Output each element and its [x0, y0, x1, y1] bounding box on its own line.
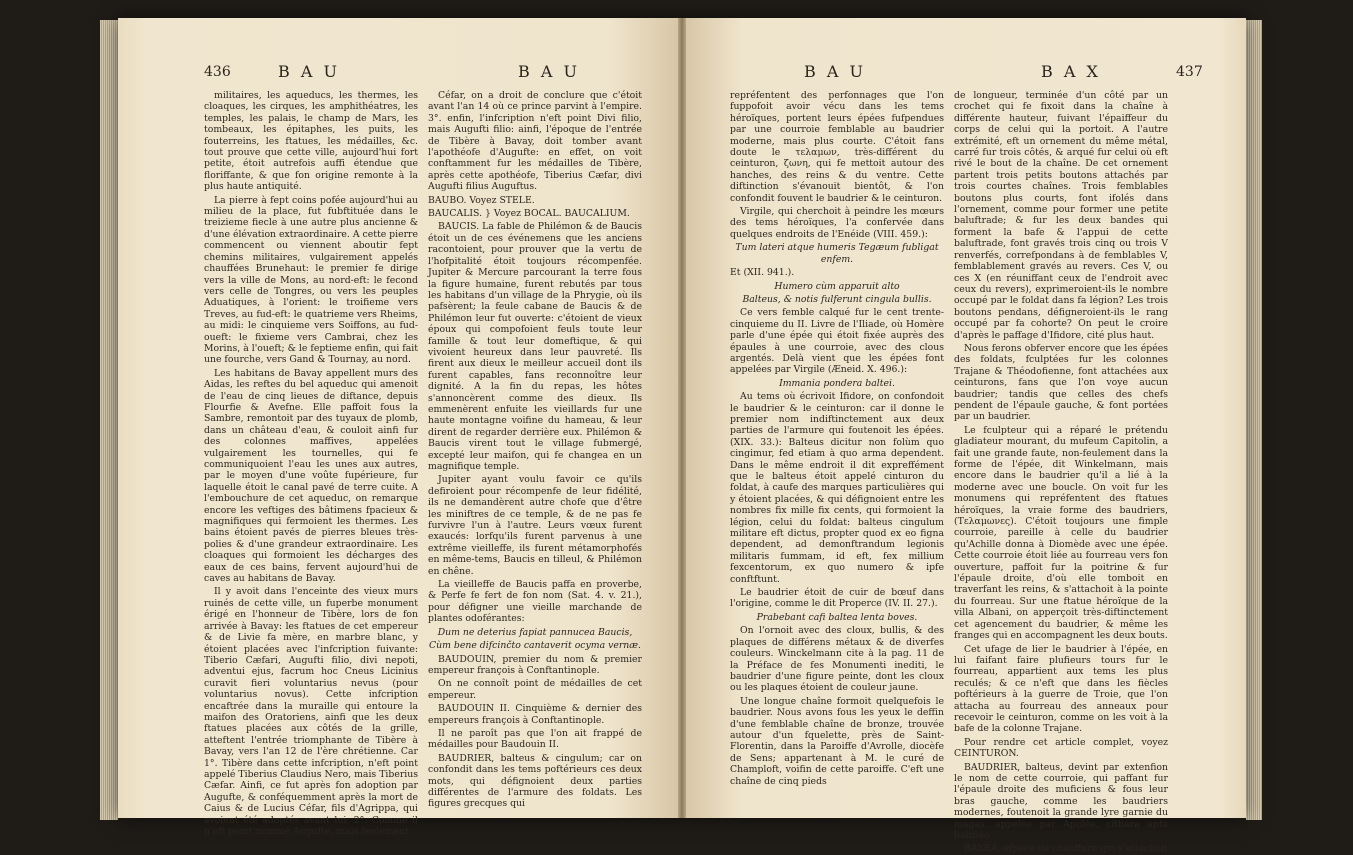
paragraph: Les habitans de Bavay appellent murs des Aidas, les reftes du bel aqueduc qui amenoit de l'eau de cinq lieues de diftance, depuis Flourfie & Avefne. Elle paffoit fous la Sambre, remontoit par des tuyaux de plomb, dans un château d'eau, & couloit ainfi fur des colonnes maffives, appelées vulgairement les tournelles, qui fe communiquoient l'eau les unes aux autres, par le moyen d'une voûte fupérieure, fur laquelle étoit le canal pavé de terre cuite. A l'embouchure de cet aqueduc, on remarque encore les veftiges des bâtimens fpacieux & magnifiques qui fermoient les thermes. Les bains étoient pavés de pierres bleues très-polies & d'une grandeur extraordinaire. Les cloaques qui formoient les décharges des eaux de ces bains, fervent aujourd'hui de caves au habitans de Bavay. — [204, 367, 418, 585]
book-edge-right — [1246, 20, 1262, 820]
running-header-left-col2: B A U — [518, 62, 580, 81]
left-page — [118, 18, 678, 837]
paragraph: Il ne paroît pas que l'on ait frappé de médailles pour Baudouin II. — [428, 727, 642, 751]
right-page — [686, 18, 1246, 855]
entry-baudrier-ii: BAUDRIER, balteus, devint par extenfion le nom de cette courroie, qui paffant fur l'épaule droite des muficiens & fous leur bras gauche, comme les baudriers modernes, foutenoit la grande lyre garnie du magas, appelée par Apulée, cithara apta baltheo. — [954, 761, 1168, 841]
book-edge-left — [100, 20, 118, 820]
running-header-left: B A U — [278, 62, 340, 81]
paragraph: Le baudrier étoit de cuir de bœuf dans l'origine, comme le dit Properce (IV. II. 27.). — [730, 587, 944, 610]
entry-baucis: BAUCIS. La fable de Philémon & de Baucis étoit un de ces événemens que les anciens racontoient, pour prouver que la vertu de l'hofpitalité étoit toujours récompenfée. Jupiter & Mercure parcourant la terre fous la figure humaine, furent rebutés par tous les habitans d'un village de la Phrygie, où ils pafsèrent; la feule cabane de Baucis & de Philémon leur fut ouverte: c'étoient de vieux époux qui compofoient feuls toute leur famille & tout leur domeftique, & qui vivoient heureux dans leur pauvreté. Ils firent aux dieux le meilleur accueil dont ils furent capables, fans reconnoître leur dignité. A la fin du repas, les hôtes s'annoncèrent comme des dieux. Ils emmenèrent enfuite les vieillards fur une haute montagne voifine du hameau, & leur dirent de regarder derrière eux. Philémon & Baucis virent tout le village fubmergé, excepté leur maifon, qui fe changea en un magnifique temple. — [428, 221, 642, 472]
running-header-right-col2: B A X — [1041, 62, 1101, 81]
entry-baucalis: BAUCALIS. } Voyez BOCAL. BAUCALIUM. — [428, 208, 630, 220]
entry-baudrier: BAUDRIER, balteus & cingulum; car on confondit dans les tems poftérieurs ces deux mots, qui défignoient deux parties différentes de l'armure des foldats. Les figures grecques qui — [428, 752, 642, 810]
paragraph: Virgile, qui cherchoit à peindre les mœurs des tems héroïques, l'a confervée dans quelques endroits de l'Enéide (VIII. 459.): — [730, 206, 944, 240]
book-gutter — [678, 18, 686, 818]
paragraph: On l'ornoit avec des cloux, bullis, & des plaques de différens métaux & de diverfes couleurs. Winckelmann cite à la pag. 11 de la Préface de fes Monumenti inediti, le baudrier d'une figure peinte, dont les cloux ou les plaques étoient de couleur jaune. — [730, 625, 944, 694]
verse-line: Prabebant cafi baltea lenta boves. — [756, 611, 918, 623]
paragraph: repréfentent des perfonnages que l'on fuppofoit avoir vécu dans les tems héroïques, portent leurs épées fufpendues par une courroie femblable au baudrier moderne, mais plus courte. C'étoit fans doute le τελαμων, très-différent du ceinturon, ζωνη, qui fe mettoit autour des hanches, des reins & du ventre. Cette diftinction s'évanouit bientôt, & l'on confondit fouvent le baudrier & le ceinturon. — [730, 90, 944, 204]
right-column-2 — [954, 90, 1168, 855]
paragraph: Le fculpteur qui a réparé le prétendu gladiateur mourant, du mufeum Capitolin, a fait une grande faute, non-feulement dans la forme de l'épée, dit Winkelmann, mais encore dans le baudrier qu'il a lié à la moderne avec une boucle. On voit fur les monumens qui repréfentent des ftatues héroïques, la vraie forme des baudriers, (Τελαμωνες). C'étoit toujours une fimple courroie, pareille à celle du baudrier qu'Achille donna à Diomède avec une épée. Cette courroie étoit liée au fourreau vers fon ouverture, paffoit fur la poitrine & fur l'épaule droite, d'où elle tomboit en traverfant les reins, & s'attachoit à la pointe du fourreau. Sur une ftatue héroïque de la villa Albani, on apperçoit très-diftinctement cet agencement du baudrier, & même les franges qui en accompagnent les deux bouts. — [954, 424, 1168, 642]
verse-line: Cùm bene difcinčto cantaverit ocyma vernæ. — [429, 640, 641, 652]
paragraph: On ne connoît point de médailles de cet empereur. — [428, 678, 642, 701]
paragraph: Une longue chaîne formoit quelquefois le baudrier. Nous avons fous les yeux le deffin d'une femblable chaîne de bronze, trouvée autour d'un fquelette, près de Saint-Florentin, dans la Paroiffe d'Avrolle, diocèfe de Sens; appartenant à M. le curé de Champloft, voifin de cette paroiffe. C'eft une chaîne de cinq pieds — [730, 695, 944, 787]
left-column-2 — [428, 90, 642, 810]
verse-line: Dum ne deterius fapiat pannucea Baucis, — [437, 626, 633, 638]
paragraph: Cet ufage de lier le baudrier à l'épée, en lui faifant faire plufieurs tours fur le fourreau, appartient aux tems les plus reculés; & ce n'eft que dans les fiècles poftérieurs à la guerre de Troie, que l'on attacha au fourreau des anneaux pour recevoir le ceinturon, comme on les voit à la bafe de la colonne Trajane. — [954, 643, 1168, 735]
paragraph: La vieilleffe de Baucis paffa en proverbe, & Perfe fe fert de fon nom (Sat. 4. v. 21.), pour défigner une vieille marchande de plantes odoférantes: — [428, 579, 642, 625]
paragraph: Nous ferons obferver encore que les épées des foldats, fculptées fur les colonnes Trajane & Théodofienne, font attachées aux ceinturons, fans que l'on voye aucun baudrier; tandis que celles des chefs pendent de l'épaule gauche, & font portées par un baudrier. — [954, 342, 1168, 423]
paragraph: La pierre à fept coins pofée aujourd'hui au milieu de la place, fut fubftituée dans le treizieme fiecle à une autre plus ancienne & d'une élévation extraordinaire. A cette pierre commencent ou viennent aboutir fept chemins militaires, vulgairement appelés chauffées Brunehaut: le premier fe dirige vers la ville de Mons, au nord-eft: le fecond vers celle de Tongres, ou vers les peuples Aduatiques, à l'orient: le troifieme vers Treves, au fud-eft: le quatrieme vers Rheims, au midi: le cinquieme vers Soiffons, au fud-oueft: le fixieme vers Cambrai, chez les Morins, à l'oueft; & le feptieme enfin, qui fait une fourche, vers Gand & Tournay, au nord. — [204, 194, 418, 366]
entry-baxea: BAXEA, efpèce de chauffure qui s'attachoit — [964, 843, 1168, 855]
left-column-1 — [204, 90, 418, 837]
paragraph: Pour rendre cet article complet, voyez CEINTURON. — [954, 736, 1168, 760]
paragraph: militaires, les aqueducs, les thermes, les cloaques, les cirques, les amphithéatres, les temples, les palais, le champ de Mars, les tombeaux, les épitaphes, les puits, les fouterreins, les ftatues, les médailles, &c. tout prouve que cette ville, aujourd'hui fort petite, étoit autrefois auffi étendue que floriffante, & que fon origine remonte à la plus haute antiquité. — [204, 90, 418, 193]
right-column-1 — [730, 90, 944, 810]
running-header-right: B A U — [804, 62, 866, 81]
page-number-right: 437 — [1176, 64, 1203, 80]
verse-line: Humero cùm apparuit alto — [774, 280, 900, 292]
book-spread — [118, 18, 1246, 855]
paragraph: de longueur, terminée d'un côté par un crochet qui fe fixoit dans la chaîne à différente hauteur, fuivant l'épaiffeur du corps de celui qui la portoit. A l'autre extrémité, eft un ornement du même métal, carré fur trois côtés, & arqué fur celui où eft rivé le bout de la chaîne. De cet ornement partent trois petits boutons attachés par trois courtes chaînes. Trois femblables boutons plus courts, font ifolés dans l'ornement, comme pour former une petite baluftrade; & fur les deux bandes qui forment la bafe & l'appui de cette baluftrade, font gravés trois cinq ou trois V renverfés, correfpondans à de femblables V, femblablement gravés au revers. Ces V, ou ces X (en réuniffant ceux de l'endroit avec ceux du revers), exprimeroient-ils le nombre occupé par le foldat dans fa légion? Les trois boutons pendans, défigneroient-ils le rang occupé par fa cohorte? On peut le croire d'après le paffage d'Ifidore, cité plus haut. — [954, 90, 1168, 341]
verse-line: Immania pondera baltei. — [779, 377, 895, 389]
paragraph: Il y avoit dans l'enceinte des vieux murs ruinés de cette ville, un fuperbe monument érigé en l'honneur de Tibère, lors de fon arrivée à Bavay: les ftatues de cet empereur & de Livie fa mère, en marbre blanc, y étoient placées avec l'infcription fuivante: Tiberio Cæfari, Augufti filio, divi nepoti, adventui ejus, facrum hoc Cneus Licinius curavit fieri voluntarius nevus (pour voluntarius novus). Cette infcription encaftrée dans la muraille qui entoure la maifon des Oratoriens, ainfi que les deux ftatues placées aux côtés de la grille, atteftent l'entrée triomphante de Tibère à Bavay, vers l'an 12 de l'ère chrétienne. Car 1°. Tibère dans cette infcription, n'eft point appelé Tiberius Claudius Nero, mais Tiberius Cæfar. Ainfi, ce fut après fon adoption par Augufte, & conféquemment après la mort de Caius & de Lucius Céfar, fils d'Agrippa, qui avoient été adoptés avant lui. 2°. Comme il n'eft point nommé Augufte, mais feulement — [204, 586, 418, 837]
entry-baubo: BAUBO. Voyez STELE. — [428, 194, 535, 206]
entry-baudouin: BAUDOUIN, premier du nom & premier empereur françois à Conftantinople. — [428, 653, 642, 676]
paragraph: Jupiter ayant voulu favoir ce qu'ils defiroient pour récompenfe de leur fidélité, ils ne demandèrent autre chofe que d'être les miniftres de ce temple, & de ne pas fe furvivre l'un à l'autre. Leurs vœux furent exaucés: lorfqu'ils furent parvenus à une extrême vieilleffe, ils furent métamorphofés en même-tems, Baucis en tilleul, & Philémon en chêne. — [428, 474, 642, 577]
paragraph: Céfar, on a droit de conclure que c'étoit avant l'an 14 où ce prince parvint à l'empire. 3°. enfin, l'infcription n'eft point Divi filio, mais Augufti filio: ainfi, l'époque de l'entrée de Tibère à Bavay, doit tomber avant l'apothéofe d'Augufte: en effet, on voit conftamment fur les médailles de Tibère, après cette apothéofe, Tiberius Cæfar, divi Augufti filius Auguftus. — [428, 90, 642, 193]
page-number-left: 436 — [204, 64, 231, 80]
paragraph: Au tems où écrivoit Ifidore, on confondoit le baudrier & le ceinturon: car il donne le premier nom indiftinctement aux deux parties de l'armure qui foutenoit les épées. (XIX. 33.): Balteus dicitur non folùm quo cingimur, fed etiam à quo arma dependent. Dans le même endroit il dit expreffément que le balteus étoit appelé cinturon du foldat, à caufe des marques particulières qui y étoient placées, & qui défignoient entre les nombres fix mille fix cents, qui formoient la légion, celui du foldat: balteus cingulum militare eft dictus, propter quod ex eo figna dependent, ad demonftrandum legionis militaris fummam, id eft, fex millium fexcentorum, ex quo numero & ipfe conftftunt. — [730, 391, 944, 585]
paragraph: Et (XII. 941.). — [730, 267, 795, 279]
entry-baudouin-ii: BAUDOUIN II. Cinquième & dernier des empereurs françois à Conftantinople. — [428, 703, 642, 726]
verse-line: Tum lateri atque humeris Tegæum fubligat enfem. — [735, 242, 939, 265]
paragraph: Ce vers femble calqué fur le cent trente-cinquieme du II. Livre de l'Iliade, où Homère parle d'une épée qui étoit fixée auprès des épaules à une courroie, avec des clous argentés. Delà vient que les épées font appelées par Virgile (Æneid. X. 496.): — [730, 307, 944, 376]
verse-line: Balteus, & notis fulferunt cingula bullis. — [742, 293, 932, 305]
